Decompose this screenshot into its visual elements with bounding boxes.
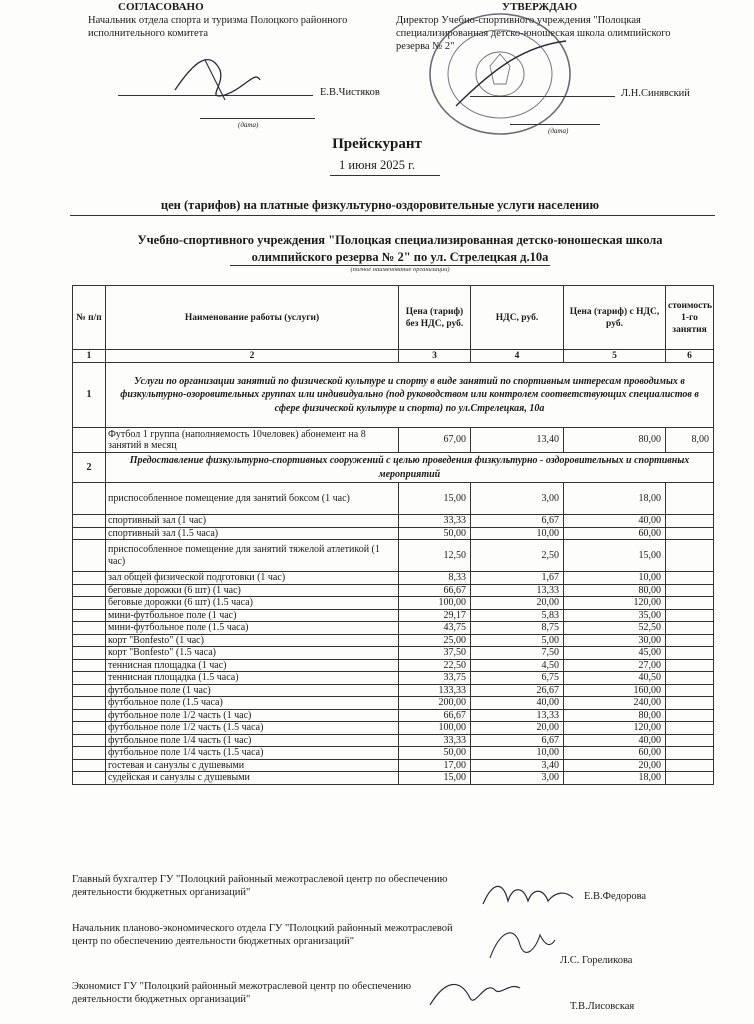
- col-number: 5: [564, 350, 666, 363]
- vat-amount: 6,75: [471, 672, 564, 685]
- section-title: Услуги по организации занятий по физической культуре и спорту в виде занятий по спортивным интересам проводимых в физкультурно-озоровительных группах или индивидуально (под руководством или контролем соответствующих специалистов в сфере физической культуре и спорта) по ул.Стрелецкая, 10а: [106, 363, 714, 428]
- lesson-cost: 8,00: [666, 428, 714, 453]
- signature-2: [480, 920, 560, 965]
- service-name: зал общей физической подготовки (1 час): [106, 572, 399, 585]
- vat-amount: 26,67: [471, 684, 564, 697]
- table-row: [73, 672, 714, 685]
- price-no-vat: 200,00: [399, 697, 471, 710]
- price-with-vat: 80,00: [564, 709, 666, 722]
- header-vat: НДС, руб.: [471, 286, 564, 350]
- table-row: [73, 684, 714, 697]
- price-no-vat: 50,00: [399, 747, 471, 760]
- section-row: [73, 363, 714, 428]
- service-name: приспособленное помещение для занятий боксом (1 час): [106, 483, 399, 515]
- price-no-vat: 25,00: [399, 634, 471, 647]
- price-no-vat: 33,33: [399, 515, 471, 528]
- price-with-vat: 10,00: [564, 572, 666, 585]
- approval-right-position: Директор Учебно-спортивного учреждения "Полоцкая специализированная детско-юношеская школа олимпийского резерва № 2": [396, 15, 671, 52]
- document-title: Прейскурант: [332, 136, 422, 152]
- service-name: футбольное поле 1/4 часть (1 час): [106, 734, 399, 747]
- col-number: 4: [471, 350, 564, 363]
- price-no-vat: 33,75: [399, 672, 471, 685]
- service-name: гостевая и санузлы с душевыми: [106, 759, 399, 772]
- vat-amount: 8,75: [471, 622, 564, 635]
- organization-name: [70, 232, 730, 266]
- vat-amount: 10,00: [471, 747, 564, 760]
- price-no-vat: 133,33: [399, 684, 471, 697]
- document-subtitle: цен (тарифов) на платные физкультурно-оздоровительные услуги населению: [160, 198, 600, 212]
- date-line-left: [200, 118, 315, 119]
- document-date: 1 июня 2025 г.: [339, 158, 415, 172]
- price-no-vat: 66,67: [399, 584, 471, 597]
- table-row: [73, 609, 714, 622]
- vat-amount: 3,00: [471, 483, 564, 515]
- signatory-3-name: Т.В.Лисовская: [570, 1001, 635, 1012]
- organization-name-line1: Учебно-спортивного учреждения "Полоцкая специализированная детско-юношеская школа: [137, 233, 663, 247]
- price-no-vat: 66,67: [399, 709, 471, 722]
- vat-amount: 13,40: [471, 428, 564, 453]
- vat-amount: 6,67: [471, 515, 564, 528]
- table-row: [73, 647, 714, 660]
- table-row: [73, 597, 714, 610]
- price-with-vat: 18,00: [564, 772, 666, 785]
- header-num: № п/п: [73, 286, 106, 350]
- column-numbers-row: [73, 350, 714, 363]
- price-with-vat: 40,00: [564, 515, 666, 528]
- signature-1: [478, 876, 578, 916]
- table-row: [73, 515, 714, 528]
- table-row: [73, 584, 714, 597]
- price-no-vat: 22,50: [399, 659, 471, 672]
- table-row: [73, 527, 714, 540]
- price-no-vat: 12,50: [399, 540, 471, 572]
- price-with-vat: 30,00: [564, 634, 666, 647]
- service-name: мини-футбольное поле (1.5 часа): [106, 622, 399, 635]
- table-row: [73, 722, 714, 735]
- service-name: футбольное поле 1/2 часть (1 час): [106, 709, 399, 722]
- signatory-2-position: Начальник планово-экономического отдела ГУ "Полоцкий районный межотраслевой центр по обеспечению деятельности бюджетных организаций": [72, 923, 453, 947]
- vat-amount: 13,33: [471, 709, 564, 722]
- official-stamp: [426, 6, 574, 136]
- price-with-vat: 20,00: [564, 759, 666, 772]
- price-with-vat: 60,00: [564, 527, 666, 540]
- organization-name-line2: олимпийского резерва № 2" по ул. Стрелецкая д.10а: [251, 250, 549, 264]
- vat-amount: 4,50: [471, 659, 564, 672]
- vat-amount: 20,00: [471, 722, 564, 735]
- table-row: [73, 659, 714, 672]
- table-row: [73, 483, 714, 515]
- vat-amount: 3,00: [471, 772, 564, 785]
- price-with-vat: 40,50: [564, 672, 666, 685]
- price-with-vat: 240,00: [564, 697, 666, 710]
- price-no-vat: 8,33: [399, 572, 471, 585]
- vat-amount: 5,00: [471, 634, 564, 647]
- service-name: футбольное поле (1 час): [106, 684, 399, 697]
- approval-right-title: УТВЕРЖДАЮ: [502, 1, 578, 13]
- table-header-row: [73, 286, 714, 350]
- table-row: [73, 572, 714, 585]
- col-number: 1: [73, 350, 106, 363]
- col-number: 3: [399, 350, 471, 363]
- approval-left-title: СОГЛАСОВАНО: [118, 1, 204, 13]
- vat-amount: 40,00: [471, 697, 564, 710]
- price-with-vat: 45,00: [564, 647, 666, 660]
- vat-amount: 10,00: [471, 527, 564, 540]
- header-lesson-cost: стоимость 1-го занятия: [666, 286, 714, 350]
- price-no-vat: 43,75: [399, 622, 471, 635]
- table-row: [73, 747, 714, 760]
- vat-amount: 20,00: [471, 597, 564, 610]
- approval-left-name: Е.В.Чистяков: [320, 87, 380, 98]
- table-row: [73, 540, 714, 572]
- header-price-vat: Цена (тариф) с НДС, руб.: [564, 286, 666, 350]
- date-caption-left: (дата): [238, 121, 259, 129]
- service-name: футбольное поле 1/2 часть (1.5 часа): [106, 722, 399, 735]
- price-with-vat: 52,50: [564, 622, 666, 635]
- service-name: футбольное поле 1/4 часть (1.5 часа): [106, 747, 399, 760]
- service-name: теннисная площадка (1 час): [106, 659, 399, 672]
- date-underline: [330, 175, 440, 176]
- signatory-1-position: Главный бухгалтер ГУ "Полоцкий районный межотраслевой центр по обеспечению деятельности бюджетных организаций": [72, 874, 448, 898]
- price-with-vat: 120,00: [564, 597, 666, 610]
- price-no-vat: 37,50: [399, 647, 471, 660]
- vat-amount: 6,67: [471, 734, 564, 747]
- table-row: [73, 709, 714, 722]
- signatory-1-name: Е.В.Федорова: [584, 891, 647, 902]
- price-with-vat: 120,00: [564, 722, 666, 735]
- signature-3: [425, 970, 525, 1015]
- section-row: [73, 453, 714, 483]
- price-no-vat: 50,00: [399, 527, 471, 540]
- vat-amount: 3,40: [471, 759, 564, 772]
- service-name: спортивный зал (1.5 часа): [106, 527, 399, 540]
- price-with-vat: 160,00: [564, 684, 666, 697]
- service-name: приспособленное помещение для занятий тяжелой атлетикой (1 час): [106, 540, 399, 572]
- price-with-vat: 60,00: [564, 747, 666, 760]
- service-name: мини-футбольное поле (1 час): [106, 609, 399, 622]
- price-no-vat: 67,00: [399, 428, 471, 453]
- vat-amount: 13,33: [471, 584, 564, 597]
- service-name: беговые дорожки (6 шт) (1.5 часа): [106, 597, 399, 610]
- approval-right-name: Л.Н.Синявский: [621, 88, 690, 99]
- table-row: [73, 428, 714, 453]
- price-no-vat: 17,00: [399, 759, 471, 772]
- service-name: спортивный зал (1 час): [106, 515, 399, 528]
- section-title: Предоставление физкультурно-спортивных сооружений с целью проведения физкультурно - оздоровительных и спортивных мероприятий: [106, 453, 714, 483]
- service-name: судейская и санузлы с душевыми: [106, 772, 399, 785]
- price-with-vat: 80,00: [564, 428, 666, 453]
- subtitle-underline: [70, 215, 715, 216]
- service-name: теннисная площадка (1.5 часа): [106, 672, 399, 685]
- price-no-vat: 15,00: [399, 772, 471, 785]
- service-name: футбольное поле (1.5 часа): [106, 697, 399, 710]
- table-row: [73, 622, 714, 635]
- vat-amount: 5,83: [471, 609, 564, 622]
- price-with-vat: 40,00: [564, 734, 666, 747]
- service-name: беговые дорожки (6 шт) (1 час): [106, 584, 399, 597]
- price-with-vat: 15,00: [564, 540, 666, 572]
- service-name: корт "Bonfesto" (1 час): [106, 634, 399, 647]
- price-no-vat: 29,17: [399, 609, 471, 622]
- col-number: 6: [666, 350, 714, 363]
- table-row: [73, 772, 714, 785]
- service-name: корт "Bonfesto" (1.5 часа): [106, 647, 399, 660]
- signature-left: [165, 40, 275, 110]
- price-with-vat: 80,00: [564, 584, 666, 597]
- vat-amount: 7,50: [471, 647, 564, 660]
- price-with-vat: 18,00: [564, 483, 666, 515]
- service-name: Футбол 1 группа (наполняемость 10человек) абонемент на 8 занятий в месяц: [106, 428, 399, 453]
- signatory-2-name: Л.С. Гореликова: [560, 955, 633, 966]
- table-row: [73, 634, 714, 647]
- organization-caption: (полное наименование организации): [350, 266, 450, 273]
- price-table: [72, 285, 714, 785]
- vat-amount: 1,67: [471, 572, 564, 585]
- price-with-vat: 35,00: [564, 609, 666, 622]
- price-with-vat: 27,00: [564, 659, 666, 672]
- table-row: [73, 697, 714, 710]
- date-caption-right: (дата): [548, 127, 569, 135]
- signatory-3-position: Экономист ГУ "Полоцкий районный межотраслевой центр по обеспечению деятельности бюджетных организаций": [72, 981, 412, 1005]
- price-no-vat: 100,00: [399, 597, 471, 610]
- vat-amount: 2,50: [471, 540, 564, 572]
- section-number: 2: [73, 453, 106, 483]
- col-number: 2: [106, 350, 399, 363]
- price-no-vat: 15,00: [399, 483, 471, 515]
- approval-left-position: Начальник отдела спорта и туризма Полоцкого районного исполнительного комитета: [88, 15, 348, 39]
- table-row: [73, 759, 714, 772]
- header-name: Наименование работы (услуги): [106, 286, 399, 350]
- price-no-vat: 33,33: [399, 734, 471, 747]
- header-price-no-vat: Цена (тариф) без НДС, руб.: [399, 286, 471, 350]
- table-row: [73, 734, 714, 747]
- section-number: 1: [73, 363, 106, 428]
- price-no-vat: 100,00: [399, 722, 471, 735]
